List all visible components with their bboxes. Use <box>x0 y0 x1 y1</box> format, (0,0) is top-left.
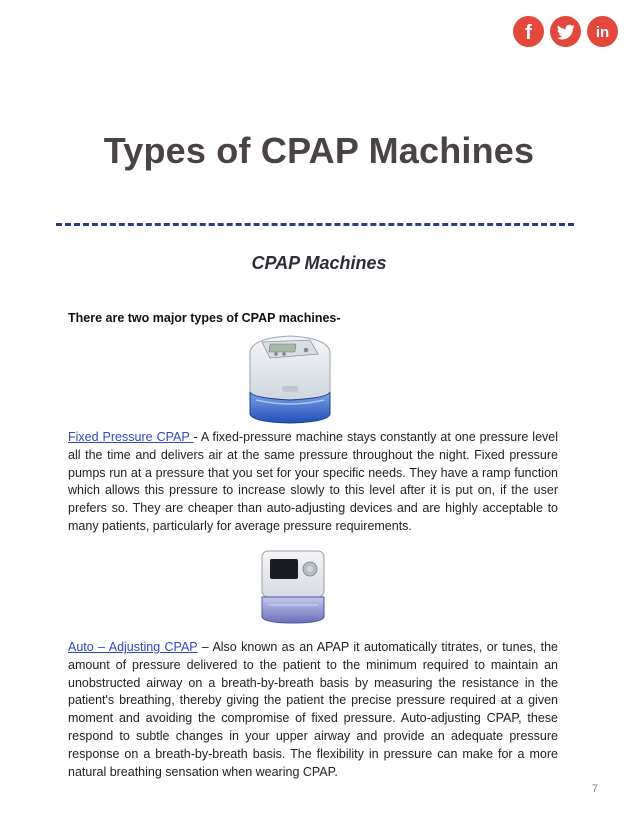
section-subtitle: CPAP Machines <box>251 253 387 273</box>
facebook-share-button[interactable] <box>513 16 544 47</box>
linkedin-share-button[interactable] <box>587 16 618 47</box>
linkedin-icon <box>587 16 618 47</box>
fixed-pressure-cpap-image <box>244 330 336 426</box>
twitter-share-button[interactable] <box>550 16 581 47</box>
auto-adjusting-paragraph <box>68 639 558 781</box>
facebook-icon <box>513 16 544 47</box>
fixed-pressure-description: - A fixed-pressure machine stays constantly at one pressure level all the time and delivers air at the same pressure throughout the night. Fixed pressure pumps run at a pressure that you set for your specific needs. They have a ramp function which allows this pressure to increase slowly to this level after it is put on, if the user prefers so. They are cheaper than auto-adjusting devices and are highly acceptable to many patients, particularly for average pressure requirements. <box>68 430 559 533</box>
svg-text:in: in <box>595 24 610 41</box>
page-number: 7 <box>591 783 598 795</box>
fixed-pressure-paragraph <box>68 429 558 536</box>
auto-adjusting-cpap-image <box>258 547 328 625</box>
page-title: Types of CPAP Machines <box>103 130 535 171</box>
auto-adjusting-description: – Also known as an APAP it automatically titrates, or tunes, the amount of pressure delivered to the patient to the minimum required to maintain an unobstructed airway on a breath-by-breath basis by measuring the resistance in the patient's breathing, thereby giving the patient the precise pressure required at a given moment and avoiding the compromise of fixed pressure. Auto-adjusting CPAP, these respond to subtle changes in your upper airway and provide an adequate pressure response on a breath-by-breath basis. The flexibility in pressure can make for a more natural breathing sensation when wearing CPAP. <box>68 640 558 779</box>
auto-adjusting-cpap-link[interactable]: Auto – Adjusting CPAP <box>68 640 198 654</box>
twitter-icon <box>550 16 581 47</box>
dashed-divider <box>56 223 574 226</box>
svg-text:f: f <box>525 22 532 44</box>
fixed-pressure-cpap-link[interactable]: Fixed Pressure CPAP <box>68 430 194 444</box>
intro-text: There are two major types of CPAP machines- <box>68 311 341 325</box>
social-share-bar <box>513 16 618 47</box>
